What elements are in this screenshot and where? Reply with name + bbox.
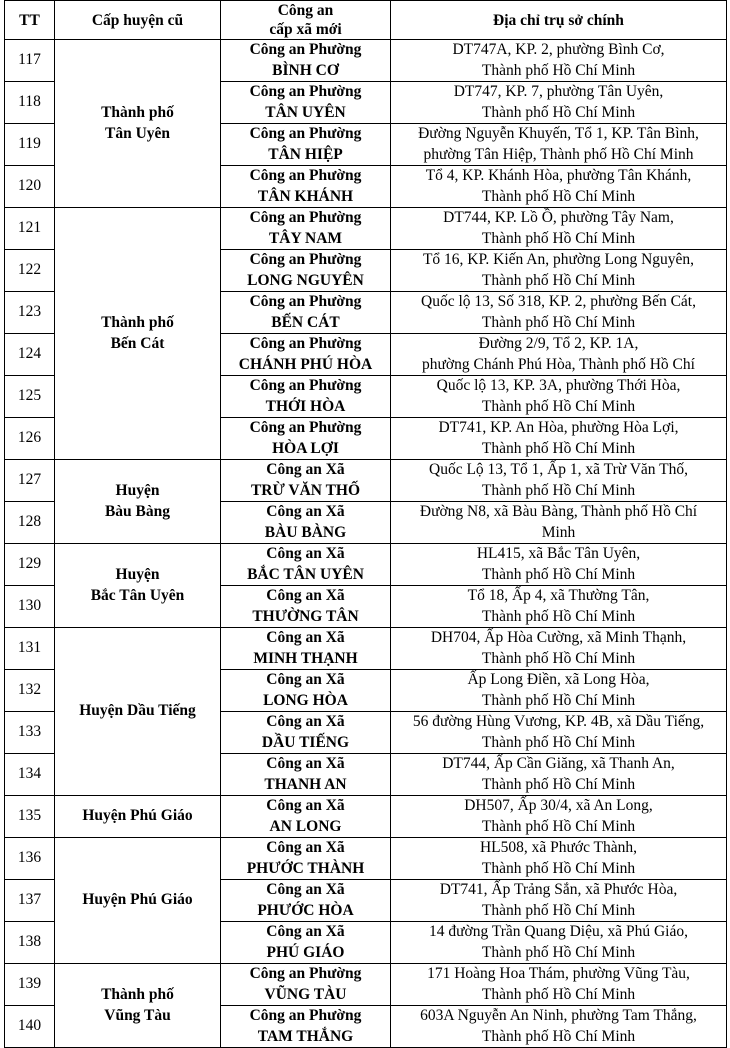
police-unit-name: THƯỜNG TÂN	[252, 607, 359, 625]
new-police-cell	[221, 376, 391, 418]
row-number: 140	[5, 1006, 55, 1048]
address-cell	[391, 124, 727, 166]
address-cell	[391, 82, 727, 124]
address-line: DT744, Ấp Cần Giăng, xã Thanh An,	[442, 755, 675, 772]
address-line: Quốc lộ 13, Số 318, KP. 2, phường Bến Cát,	[421, 293, 696, 310]
new-police-cell	[221, 250, 391, 292]
row-number: 133	[5, 712, 55, 754]
old-district-cell	[55, 544, 221, 628]
police-address-table	[4, 0, 727, 1048]
police-unit-name: PHƯỚC THÀNH	[246, 859, 365, 877]
row-number: 117	[5, 40, 55, 82]
row-number: 132	[5, 670, 55, 712]
old-district-line: Huyện Phú Giáo	[82, 807, 193, 825]
address-line: Thành phố Hồ Chí Minh	[481, 775, 636, 793]
address-cell	[391, 754, 727, 796]
new-police-cell	[221, 754, 391, 796]
address-cell	[391, 880, 727, 922]
address-line: DH507, Ấp 30/4, xã An Long,	[464, 797, 653, 814]
old-district-line: Thành phố	[101, 314, 174, 331]
new-police-cell	[221, 124, 391, 166]
new-police-cell	[221, 880, 391, 922]
row-number: 121	[5, 208, 55, 250]
row-number: 131	[5, 628, 55, 670]
police-unit-name: TÂY NAM	[268, 229, 343, 247]
header-address: Địa chỉ trụ sở chính	[391, 1, 727, 40]
address-line: Tổ 16, KP. Kiến An, phường Long Nguyên,	[422, 251, 695, 268]
header-new-police	[221, 1, 391, 40]
police-unit-name: DẦU TIẾNG	[261, 733, 350, 751]
address-line: DT744, KP. Lồ Ồ, phường Tây Nam,	[443, 209, 674, 226]
police-unit-type: Công an Xã	[266, 503, 345, 520]
new-police-cell	[221, 922, 391, 964]
address-line: Thành phố Hồ Chí Minh	[481, 439, 636, 457]
address-line: Thành phố Hồ Chí Minh	[481, 733, 636, 751]
police-unit-type: Công an Xã	[266, 839, 345, 856]
table-row	[5, 796, 727, 838]
address-cell	[391, 922, 727, 964]
old-district-cell	[55, 796, 221, 838]
address-line: Thành phố Hồ Chí Minh	[481, 187, 636, 205]
row-number: 122	[5, 250, 55, 292]
row-number: 139	[5, 964, 55, 1006]
row-number: 126	[5, 418, 55, 460]
address-line: phường Tân Hiệp, Thành phố Hồ Chí Minh	[423, 145, 694, 163]
address-cell	[391, 376, 727, 418]
old-district-cell	[55, 628, 221, 796]
address-line: Thành phố Hồ Chí Minh	[481, 943, 636, 961]
row-number: 119	[5, 124, 55, 166]
police-unit-name: LONG HÒA	[263, 691, 348, 709]
old-district-line: Huyện Dầu Tiếng	[79, 702, 196, 720]
address-line: Tổ 4, KP. Khánh Hòa, phường Tân Khánh,	[425, 167, 692, 184]
new-police-cell	[221, 586, 391, 628]
address-line: Thành phố Hồ Chí Minh	[481, 985, 636, 1003]
address-line: Đường 2/9, Tổ 2, KP. 1A,	[478, 335, 639, 352]
new-police-cell	[221, 1006, 391, 1048]
header-old-district: Cấp huyện cũ	[55, 1, 221, 40]
address-line: HL415, xã Bắc Tân Uyên,	[476, 545, 641, 562]
header-tt: TT	[5, 1, 55, 40]
row-number: 125	[5, 376, 55, 418]
police-unit-type: Công an Phường	[249, 83, 362, 100]
address-line: Đường N8, xã Bàu Bàng, Thành phố Hồ Chí	[419, 503, 698, 520]
address-cell	[391, 418, 727, 460]
new-police-cell	[221, 628, 391, 670]
row-number: 137	[5, 880, 55, 922]
old-district-line: Thành phố	[101, 986, 174, 1003]
old-district-cell	[55, 964, 221, 1048]
police-unit-name: BÌNH CƠ	[272, 61, 339, 79]
address-line: 56 đường Hùng Vương, KP. 4B, xã Dầu Tiếng,	[412, 713, 705, 730]
table-row	[5, 628, 727, 670]
address-cell	[391, 250, 727, 292]
new-police-cell	[221, 292, 391, 334]
address-cell	[391, 670, 727, 712]
old-district-cell	[55, 838, 221, 964]
table-row	[5, 838, 727, 880]
address-cell	[391, 586, 727, 628]
row-number: 138	[5, 922, 55, 964]
police-unit-name: PHÚ GIÁO	[266, 943, 345, 961]
police-unit-name: TAM THẮNG	[257, 1027, 354, 1045]
address-line: DT741, Ấp Trảng Sắn, xã Phước Hòa,	[439, 881, 678, 898]
police-unit-type: Công an Phường	[249, 965, 362, 982]
address-cell	[391, 838, 727, 880]
row-number: 128	[5, 502, 55, 544]
new-police-cell	[221, 166, 391, 208]
address-cell	[391, 544, 727, 586]
address-line: Quốc lộ 13, KP. 3A, phường Thới Hòa,	[436, 377, 681, 394]
row-number: 118	[5, 82, 55, 124]
police-unit-name: BẾN CÁT	[271, 313, 340, 331]
police-unit-type: Công an Phường	[249, 377, 362, 394]
address-cell	[391, 628, 727, 670]
police-unit-name: HÒA LỢI	[272, 439, 339, 457]
address-line: Thành phố Hồ Chí Minh	[481, 859, 636, 877]
new-police-cell	[221, 712, 391, 754]
address-line: Ấp Long Điền, xã Long Hòa,	[467, 671, 650, 688]
new-police-cell	[221, 418, 391, 460]
old-district-line: Vũng Tàu	[104, 1006, 171, 1024]
address-line: Thành phố Hồ Chí Minh	[481, 1027, 636, 1045]
row-number: 120	[5, 166, 55, 208]
table-row	[5, 544, 727, 586]
table-row	[5, 964, 727, 1006]
address-line: DT747, KP. 7, phường Tân Uyên,	[453, 83, 664, 100]
police-unit-type: Công an Xã	[266, 545, 345, 562]
header-row	[5, 1, 727, 40]
address-cell	[391, 712, 727, 754]
police-unit-type: Công an Phường	[249, 41, 362, 58]
police-unit-type: Công an Xã	[266, 713, 345, 730]
address-cell	[391, 40, 727, 82]
new-police-cell	[221, 40, 391, 82]
address-cell	[391, 796, 727, 838]
old-district-cell	[55, 208, 221, 460]
row-number: 129	[5, 544, 55, 586]
police-unit-type: Công an Phường	[249, 125, 362, 142]
police-unit-name: LONG NGUYÊN	[247, 271, 364, 289]
old-district-line: Huyện	[115, 482, 160, 499]
address-line: Thành phố Hồ Chí Minh	[481, 229, 636, 247]
police-unit-name: TÂN KHÁNH	[257, 187, 354, 205]
new-police-cell	[221, 208, 391, 250]
police-unit-type: Công an Phường	[249, 1007, 362, 1024]
table-header	[5, 1, 727, 40]
new-police-cell	[221, 964, 391, 1006]
table-row	[5, 460, 727, 502]
new-police-cell	[221, 502, 391, 544]
address-line: Thành phố Hồ Chí Minh	[481, 481, 636, 499]
address-cell	[391, 502, 727, 544]
police-unit-name: AN LONG	[269, 817, 342, 835]
address-line: Quốc Lộ 13, Tổ 1, Ấp 1, xã Trừ Văn Thố,	[429, 461, 688, 478]
address-line: Đường Nguyễn Khuyến, Tổ 1, KP. Tân Bình,	[418, 125, 699, 142]
address-line: Thành phố Hồ Chí Minh	[481, 565, 636, 583]
address-cell	[391, 964, 727, 1006]
police-unit-type: Công an Xã	[266, 461, 345, 478]
police-unit-type: Công an Phường	[249, 419, 362, 436]
table-row	[5, 208, 727, 250]
police-unit-name: THANH AN	[264, 775, 347, 793]
address-line: HL508, xã Phước Thành,	[479, 839, 638, 856]
police-unit-type: Công an Phường	[249, 167, 362, 184]
old-district-cell	[55, 460, 221, 544]
address-line: DT747A, KP. 2, phường Bình Cơ,	[452, 41, 665, 58]
address-line: DT741, KP. An Hòa, phường Hòa Lợi,	[438, 419, 679, 436]
old-district-line: Huyện Phú Giáo	[82, 891, 193, 909]
new-police-cell	[221, 670, 391, 712]
police-unit-name: THỚI HÒA	[265, 397, 346, 415]
new-police-cell	[221, 460, 391, 502]
address-line: Thành phố Hồ Chí Minh	[481, 61, 636, 79]
police-unit-type: Công an Xã	[266, 797, 345, 814]
row-number: 124	[5, 334, 55, 376]
police-unit-type: Công an Xã	[266, 671, 345, 688]
police-unit-type: Công an Xã	[266, 587, 345, 604]
row-number: 130	[5, 586, 55, 628]
address-line: Thành phố Hồ Chí Minh	[481, 901, 636, 919]
police-unit-type: Công an Phường	[249, 293, 362, 310]
old-district-line: Bàu Bàng	[104, 502, 171, 520]
table-body	[5, 40, 727, 1048]
police-unit-name: TÂN HIỆP	[268, 145, 343, 163]
address-line: Thành phố Hồ Chí Minh	[481, 313, 636, 331]
new-police-cell	[221, 82, 391, 124]
address-line: Thành phố Hồ Chí Minh	[481, 397, 636, 415]
row-number: 123	[5, 292, 55, 334]
old-district-line: Tân Uyên	[104, 124, 171, 142]
police-unit-name: PHƯỚC HÒA	[257, 901, 354, 919]
police-unit-name: TRỪ VĂN THỐ	[250, 481, 361, 499]
address-line: Thành phố Hồ Chí Minh	[481, 607, 636, 625]
police-unit-type: Công an Xã	[266, 881, 345, 898]
row-number: 134	[5, 754, 55, 796]
address-line: Tổ 18, Ấp 4, xã Thường Tân,	[467, 587, 650, 604]
header-new-police-line1: Công an	[277, 2, 334, 19]
old-district-cell	[55, 40, 221, 208]
address-line: phường Chánh Phú Hòa, Thành phố Hồ Chí	[422, 355, 695, 373]
address-cell	[391, 208, 727, 250]
address-cell	[391, 1006, 727, 1048]
police-unit-name: VŨNG TÀU	[264, 985, 347, 1003]
table-row	[5, 40, 727, 82]
old-district-line: Huyện	[115, 566, 160, 583]
address-cell	[391, 166, 727, 208]
address-line: Minh	[541, 523, 576, 541]
row-number: 135	[5, 796, 55, 838]
row-number: 136	[5, 838, 55, 880]
address-cell	[391, 460, 727, 502]
police-unit-name: MINH THẠNH	[253, 649, 358, 667]
address-line: 14 đường Trần Quang Diệu, xã Phú Giáo,	[429, 923, 688, 940]
new-police-cell	[221, 334, 391, 376]
police-unit-name: BÀU BÀNG	[264, 523, 347, 541]
address-line: Thành phố Hồ Chí Minh	[481, 691, 636, 709]
address-line: DH704, Ấp Hòa Cường, xã Minh Thạnh,	[430, 629, 687, 646]
header-new-police-line2: cấp xã mới	[269, 21, 342, 38]
old-district-line: Bắc Tân Uyên	[90, 586, 185, 604]
new-police-cell	[221, 544, 391, 586]
police-unit-type: Công an Xã	[266, 755, 345, 772]
row-number: 127	[5, 460, 55, 502]
address-line: Thành phố Hồ Chí Minh	[481, 649, 636, 667]
old-district-line: Thành phố	[101, 104, 174, 121]
police-unit-type: Công an Phường	[249, 335, 362, 352]
address-cell	[391, 292, 727, 334]
police-unit-type: Công an Xã	[266, 923, 345, 940]
address-line: Thành phố Hồ Chí Minh	[481, 817, 636, 835]
address-line: Thành phố Hồ Chí Minh	[481, 271, 636, 289]
police-unit-name: CHÁNH PHÚ HÒA	[238, 355, 373, 373]
old-district-line: Bến Cát	[110, 334, 165, 352]
police-unit-name: BẮC TÂN UYÊN	[247, 565, 364, 583]
address-line: 603A Nguyễn An Ninh, phường Tam Thắng,	[420, 1007, 697, 1024]
police-unit-name: TÂN UYÊN	[265, 103, 346, 121]
new-police-cell	[221, 796, 391, 838]
new-police-cell	[221, 838, 391, 880]
address-line: 171 Hoàng Hoa Thám, phường Vũng Tàu,	[427, 965, 690, 982]
address-line: Thành phố Hồ Chí Minh	[481, 103, 636, 121]
police-unit-type: Công an Phường	[249, 251, 362, 268]
police-unit-type: Công an Phường	[249, 209, 362, 226]
address-cell	[391, 334, 727, 376]
police-unit-type: Công an Xã	[266, 629, 345, 646]
